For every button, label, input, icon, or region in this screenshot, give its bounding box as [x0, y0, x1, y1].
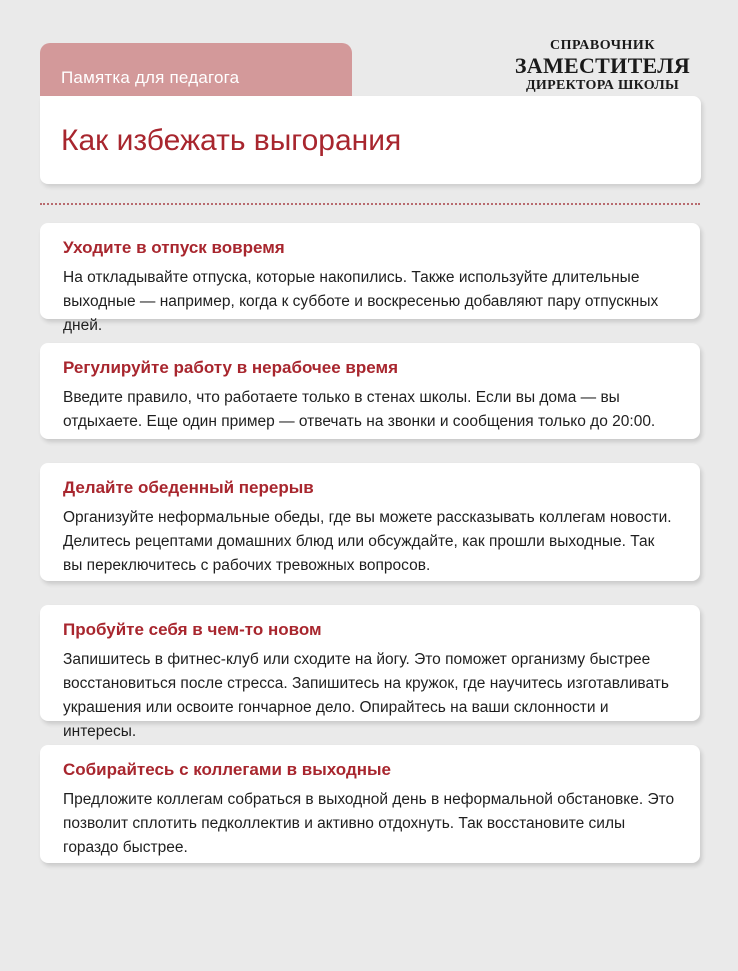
tip-title: Регулируйте работу в нерабочее время	[63, 358, 398, 377]
tip-card	[40, 745, 700, 863]
tip-title: Уходите в отпуск вовремя	[63, 238, 285, 257]
tip-title: Пробуйте себя в чем-то новом	[63, 620, 322, 639]
tip-text: Запишитесь в фитнес-клуб или сходите на йогу. Это поможет организму быстрее восстановиться после стресса. Запишитесь на кружок, где научитесь изготавливать украшения или освоите гончарное дело. Опирайтесь на ваши склонности и интересы.	[63, 651, 669, 740]
tip-text: Введите правило, что работаете только в стенах школы. Если вы дома — вы отдыхаете. Еще один пример — отвечать на звонки и сообщения только до 20:00.	[63, 389, 656, 430]
tip-card	[40, 343, 700, 439]
tip-text: На откладывайте отпуска, которые накопились. Также используйте длительные выходные — например, когда к субботе и воскресенью добавляют пару отпускных дней.	[63, 269, 659, 334]
tip-title: Собирайтесь с коллегами в выходные	[63, 760, 391, 779]
logo-line-1: СПРАВОЧНИК	[550, 38, 655, 53]
page-title: Как избежать выгорания	[61, 124, 402, 157]
tip-text: Организуйте неформальные обеды, где вы можете рассказывать коллегам новости. Делитесь рецептами домашних блюд или обсуждайте, как прошли выходные. Так вы переключитесь с рабочих тревожных вопросов.	[63, 509, 672, 574]
tip-text: Предложите коллегам собраться в выходной день в неформальной обстановке. Это позволит сплотить педколлектив и активно отдохнуть. Так восстановите силы гораздо быстрее.	[63, 791, 675, 856]
publication-logo	[500, 38, 705, 94]
logo-line-2: ЗАМЕСТИТЕЛЯ	[514, 53, 691, 78]
dotted-divider	[40, 203, 700, 205]
logo-line-3: ДИРЕКТОРА ШКОЛЫ	[525, 78, 680, 93]
tip-card	[40, 223, 700, 334]
tip-card	[40, 605, 700, 740]
tip-title: Делайте обеденный перерыв	[63, 478, 314, 497]
memo-tab-label: Памятка для педагога	[61, 68, 240, 87]
tip-card	[40, 463, 700, 581]
